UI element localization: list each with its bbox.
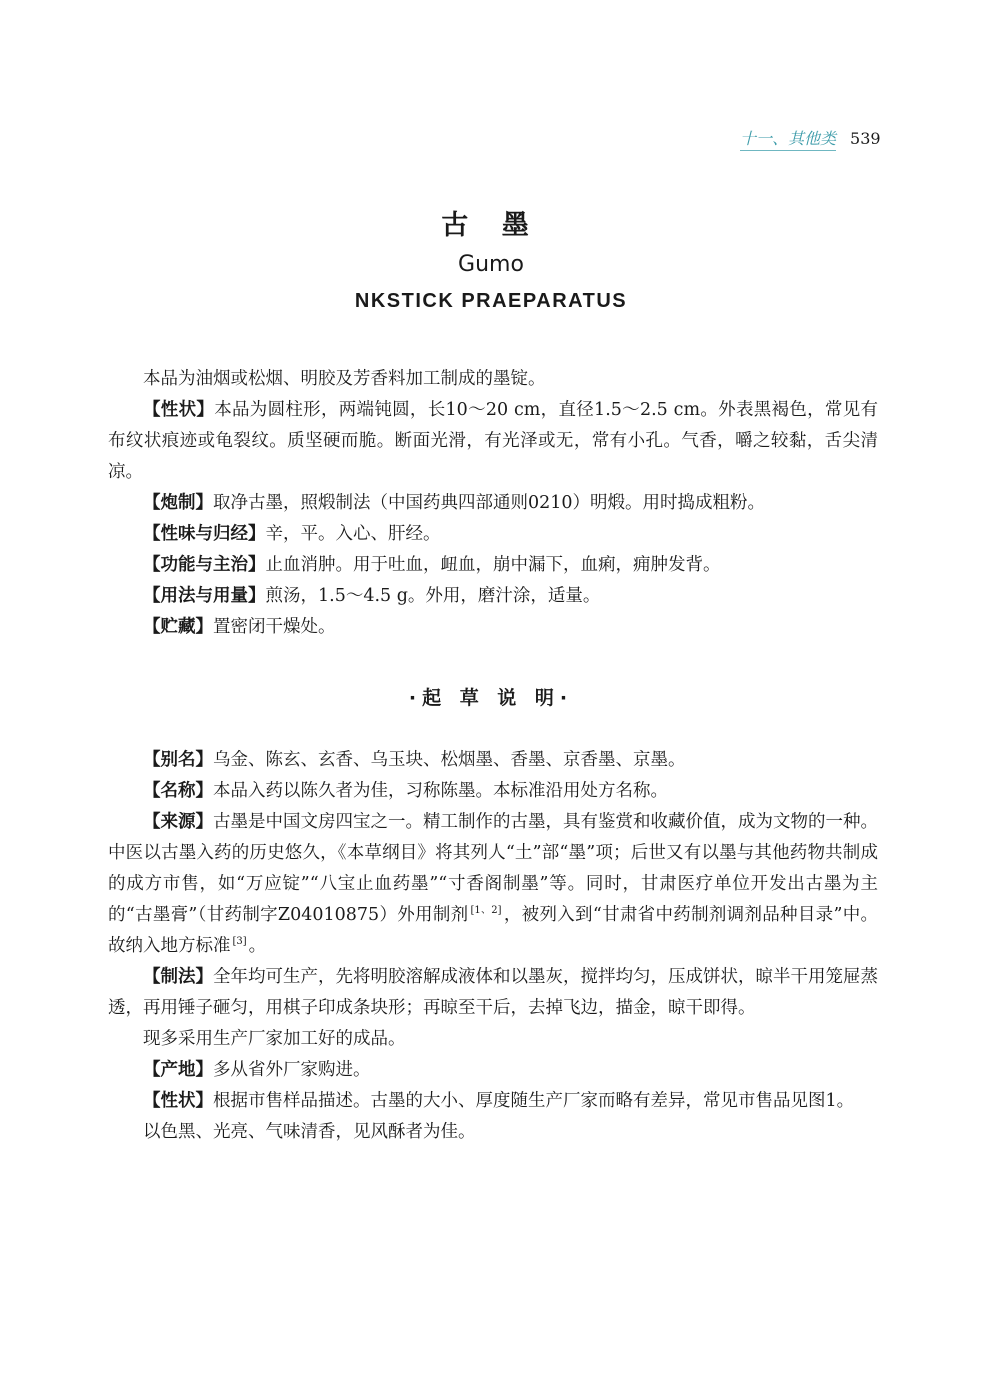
paragraph-text: 根据市售样品描述。古墨的大小、厚度随生产厂家而略有差异，常见市售品见图1。 [213, 1091, 855, 1111]
paragraph-text: 取净古墨，照煅制法（中国药典四部通则0210）明煅。用时捣成粗粉。 [213, 493, 766, 513]
drafting-notes-heading: ·起 草 说 明· [408, 687, 574, 709]
paragraph-name [108, 776, 878, 807]
paragraph-text: 全年均可生产，先将明胶溶解成液体和以墨灰，搅拌均匀，压成饼状，晾半干用笼屉蒸透，再用锤子砸匀，用棋子印成条块形；再晾至干后，去掉飞边，描金，晾干即得。 [108, 967, 878, 1018]
paragraph-text: 乌金、陈玄、玄香、乌玉块、松烟墨、香墨、京香墨、京墨。 [213, 750, 686, 770]
pinyin-name: Gumo [458, 252, 524, 277]
section-tag: 【产地】 [143, 1060, 213, 1080]
running-header [740, 128, 900, 152]
latin-name: NKSTICK PRAEPARATUS [354, 290, 628, 312]
monograph-body [108, 364, 878, 643]
paragraph-text: 本品为圆柱形，两端钝圆，长10～20 cm，直径1.5～2.5 cm。外表黑褐色，常见有布纹状痕迹或龟裂纹。质坚硬而脆。断面光滑，有光泽或无，常有小孔。气香，嚼之较黏，舌尖清凉。 [108, 400, 878, 482]
paragraph-description [108, 1086, 878, 1117]
paragraph-nature-meridian [108, 519, 878, 550]
paragraph-text: 现多采用生产厂家加工好的成品。 [143, 1029, 406, 1049]
paragraph-alias [108, 745, 878, 776]
paragraph-storage [108, 612, 878, 643]
section-label: 十一、其他类 [740, 129, 836, 151]
paragraph-processing [108, 488, 878, 519]
paragraph-text: 本品入药以陈久者为佳，习称陈墨。本标准沿用处方名称。 [213, 781, 668, 801]
drafting-notes-body [108, 745, 878, 1148]
section-tag: 【性味与归经】 [143, 524, 266, 544]
paragraph-characteristics [108, 395, 878, 488]
paragraph-text: 辛，平。入心、肝经。 [265, 524, 441, 544]
paragraph-source [108, 807, 878, 962]
paragraph-origin [108, 1055, 878, 1086]
paragraph-text: 以色黑、光亮、气味清香，见风酥者为佳。 [143, 1122, 476, 1142]
section-tag: 【性状】 [143, 1091, 213, 1111]
paragraph-text: 本品为油烟或松烟、明胶及芳香料加工制成的墨锭。 [143, 369, 546, 389]
monograph-title: 古 墨 [441, 210, 541, 241]
section-tag: 【性状】 [143, 400, 215, 420]
section-tag: 【别名】 [143, 750, 213, 770]
citation-ref: [1、2] [470, 905, 502, 917]
section-tag: 【用法与用量】 [143, 586, 266, 606]
paragraph-method-note [108, 1024, 878, 1055]
paragraph-text: 置密闭干燥处。 [213, 617, 336, 637]
section-tag: 【贮藏】 [143, 617, 213, 637]
paragraph-text: 煎汤，1.5～4.5 g。外用，磨汁涂，适量。 [265, 586, 601, 606]
paragraph-text: 古墨是中国文房四宝之一。精工制作的古墨，具有鉴赏和收藏价值，成为文物的一种。中医以古墨入药的历史悠久，《本草纲目》将其列人“土”部“墨”项；后世又有以墨与其他药物共制成的成方市售，如“万应锭”“八宝止血药墨”“寸香阁制墨”等。同时，甘肃医疗单位开发出古墨为主的“古墨膏”（甘药制字Z04010875）外用制剂 [108, 812, 878, 925]
section-tag: 【名称】 [143, 781, 213, 801]
section-tag: 【炮制】 [143, 493, 213, 513]
page-number: 539 [850, 129, 881, 148]
section-tag: 【制法】 [143, 967, 213, 987]
paragraph-text: ，被列入到“甘肃省中药制剂调剂品种目录”中。故纳入地方标准 [108, 905, 878, 956]
paragraph-text: 。 [248, 936, 267, 956]
paragraph-function [108, 550, 878, 581]
section-tag: 【来源】 [143, 812, 213, 832]
citation-ref: [3] [232, 936, 247, 948]
paragraph-text: 多从省外厂家购进。 [213, 1060, 371, 1080]
section-tag: 【功能与主治】 [143, 555, 266, 575]
paragraph-quality [108, 1117, 878, 1148]
paragraph-text: 止血消肿。用于吐血，衄血，崩中漏下，血痢，痈肿发背。 [265, 555, 721, 575]
paragraph-dosage [108, 581, 878, 612]
intro-paragraph [108, 364, 878, 395]
paragraph-method [108, 962, 878, 1024]
